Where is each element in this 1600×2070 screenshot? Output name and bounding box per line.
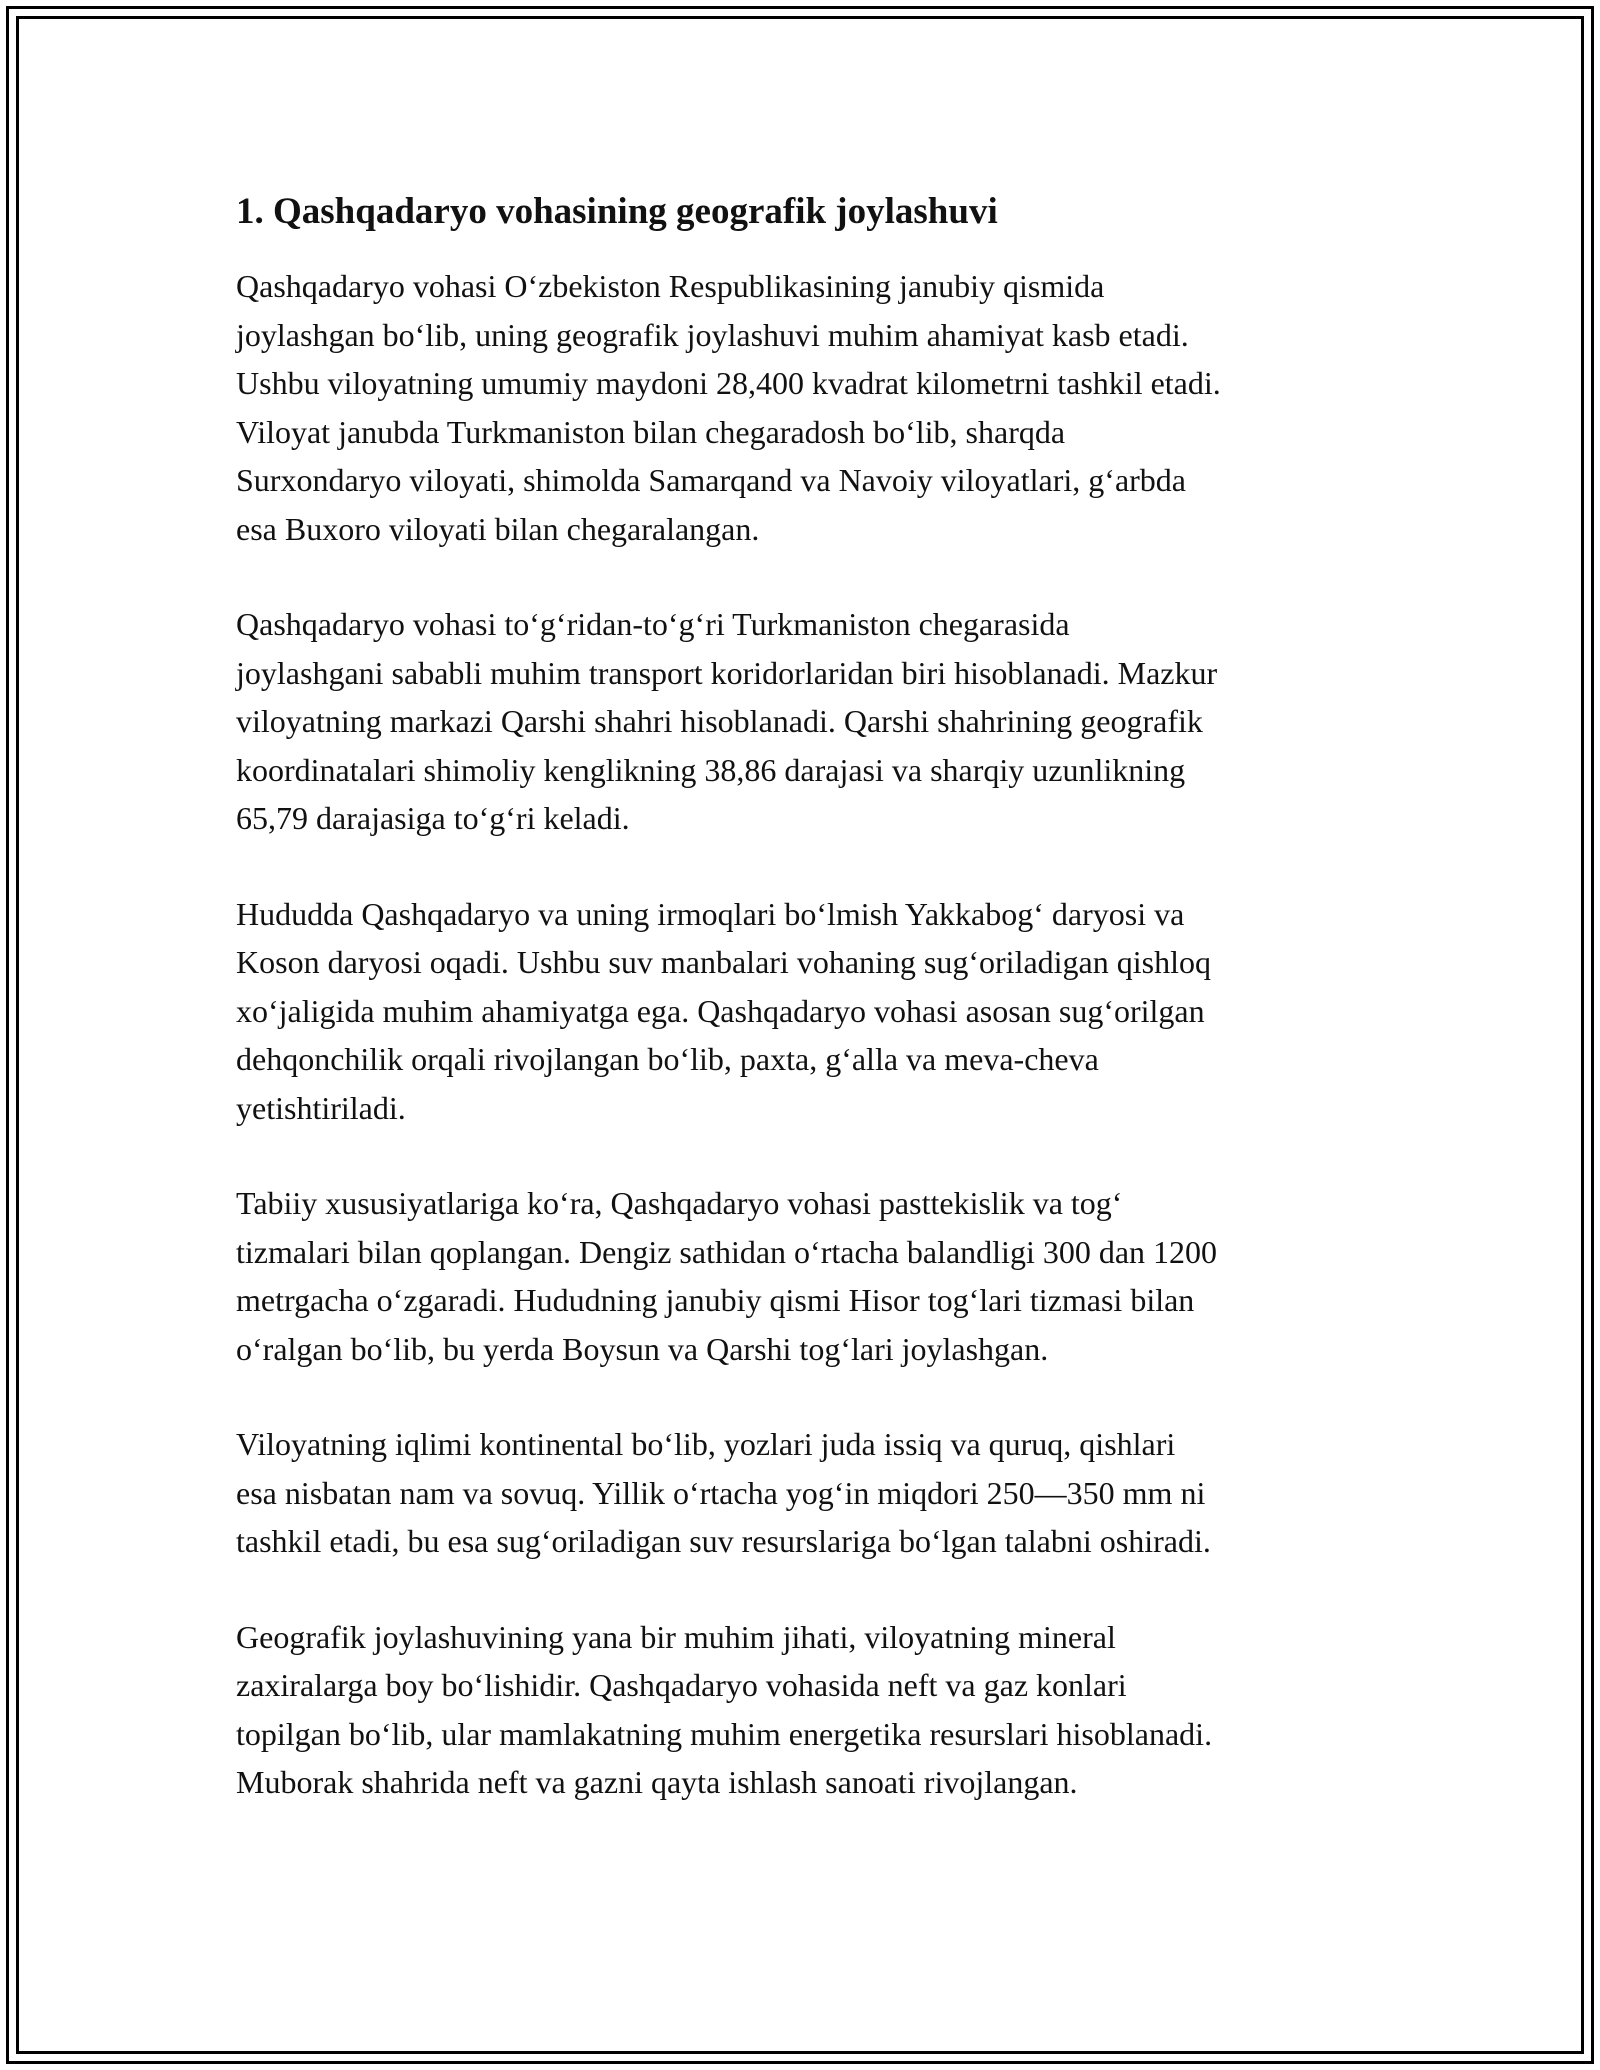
paragraph-minerals (236, 1613, 1376, 1807)
paragraph-transport (236, 600, 1376, 843)
text-line: Hududda Qashqadaryo va uning irmoqlari bo‘lmish Yakkabog‘ daryosi va (236, 895, 1185, 932)
text-line: tashkil etadi, bu esa sug‘oriladigan suv resurslariga bo‘lgan talabni oshiradi. (236, 1523, 1211, 1560)
text-line: Koson daryosi oqadi. Ushbu suv manbalari vohaning sug‘oriladigan qishloq (236, 944, 1211, 981)
text-line: esa nisbatan nam va sovuq. Yillik o‘rtacha yog‘in miqdori 250—350 mm ni (236, 1474, 1206, 1511)
paragraph-relief (236, 1179, 1376, 1373)
text-line: Viloyat janubda Turkmaniston bilan chegaradosh bo‘lib, sharqda (236, 413, 1066, 450)
text-line: dehqonchilik orqali rivojlangan bo‘lib, paxta, g‘alla va meva-cheva (236, 1041, 1099, 1078)
text-line: zaxiralarga boy bo‘lishidir. Qashqadaryo vohasida neft va gaz konlari (236, 1667, 1127, 1704)
text-line: Surxondaryo viloyati, shimolda Samarqand va Navoiy viloyatlari, g‘arbda (236, 462, 1186, 499)
section-heading: 1. Qashqadaryo vohasining geografik joylashuvi (236, 191, 998, 232)
text-line: o‘ralgan bo‘lib, bu yerda Boysun va Qarshi tog‘lari joylashgan. (236, 1330, 1049, 1367)
text-line: viloyatning markazi Qarshi shahri hisoblanadi. Qarshi shahrining geografik (236, 703, 1203, 740)
text-line: tizmalari bilan qoplangan. Dengiz sathidan o‘rtacha balandligi 300 dan 1200 (236, 1233, 1218, 1270)
document-body (236, 190, 1376, 1854)
paragraph-climate (236, 1420, 1376, 1566)
text-line: Tabiiy xususiyatlariga ko‘ra, Qashqadaryo vohasi pasttekislik va tog‘ (236, 1185, 1123, 1222)
text-line: koordinatalari shimoliy kenglikning 38,86 darajasi va sharqiy uzunlikning (236, 751, 1186, 788)
text-line: metrgacha o‘zgaradi. Hududning janubiy qismi Hisor tog‘lari tizmasi bilan (236, 1282, 1195, 1319)
text-line: xo‘jaligida muhim ahamiyatga ega. Qashqadaryo vohasi asosan sug‘orilgan (236, 992, 1205, 1029)
text-line: joylashgan bo‘lib, uning geografik joylashuvi muhim ahamiyat kasb etadi. (236, 316, 1189, 353)
text-line: esa Buxoro viloyati bilan chegaralangan. (236, 510, 760, 547)
text-line: yetishtiriladi. (236, 1089, 406, 1126)
text-line: topilgan bo‘lib, ular mamlakatning muhim energetika resurslari hisoblanadi. (236, 1715, 1213, 1752)
text-line: 65,79 darajasiga to‘g‘ri keladi. (236, 800, 630, 837)
paragraph-location (236, 262, 1376, 553)
text-line: joylashgani sababli muhim transport koridorlaridan biri hisoblanadi. Mazkur (236, 654, 1218, 691)
text-line: Muborak shahrida neft va gazni qayta ishlash sanoati rivojlangan. (236, 1764, 1078, 1801)
paragraph-rivers (236, 890, 1376, 1133)
text-line: Ushbu viloyatning umumiy maydoni 28,400 kvadrat kilometrni tashkil etadi. (236, 365, 1221, 402)
text-line: Viloyatning iqlimi kontinental bo‘lib, yozlari juda issiq va quruq, qishlari (236, 1426, 1176, 1463)
text-line: Qashqadaryo vohasi O‘zbekiston Respublikasining janubiy qismida (236, 268, 1105, 305)
text-line: Geografik joylashuvining yana bir muhim jihati, viloyatning mineral (236, 1618, 1116, 1655)
text-line: Qashqadaryo vohasi to‘g‘ridan-to‘g‘ri Turkmaniston chegarasida (236, 606, 1070, 643)
